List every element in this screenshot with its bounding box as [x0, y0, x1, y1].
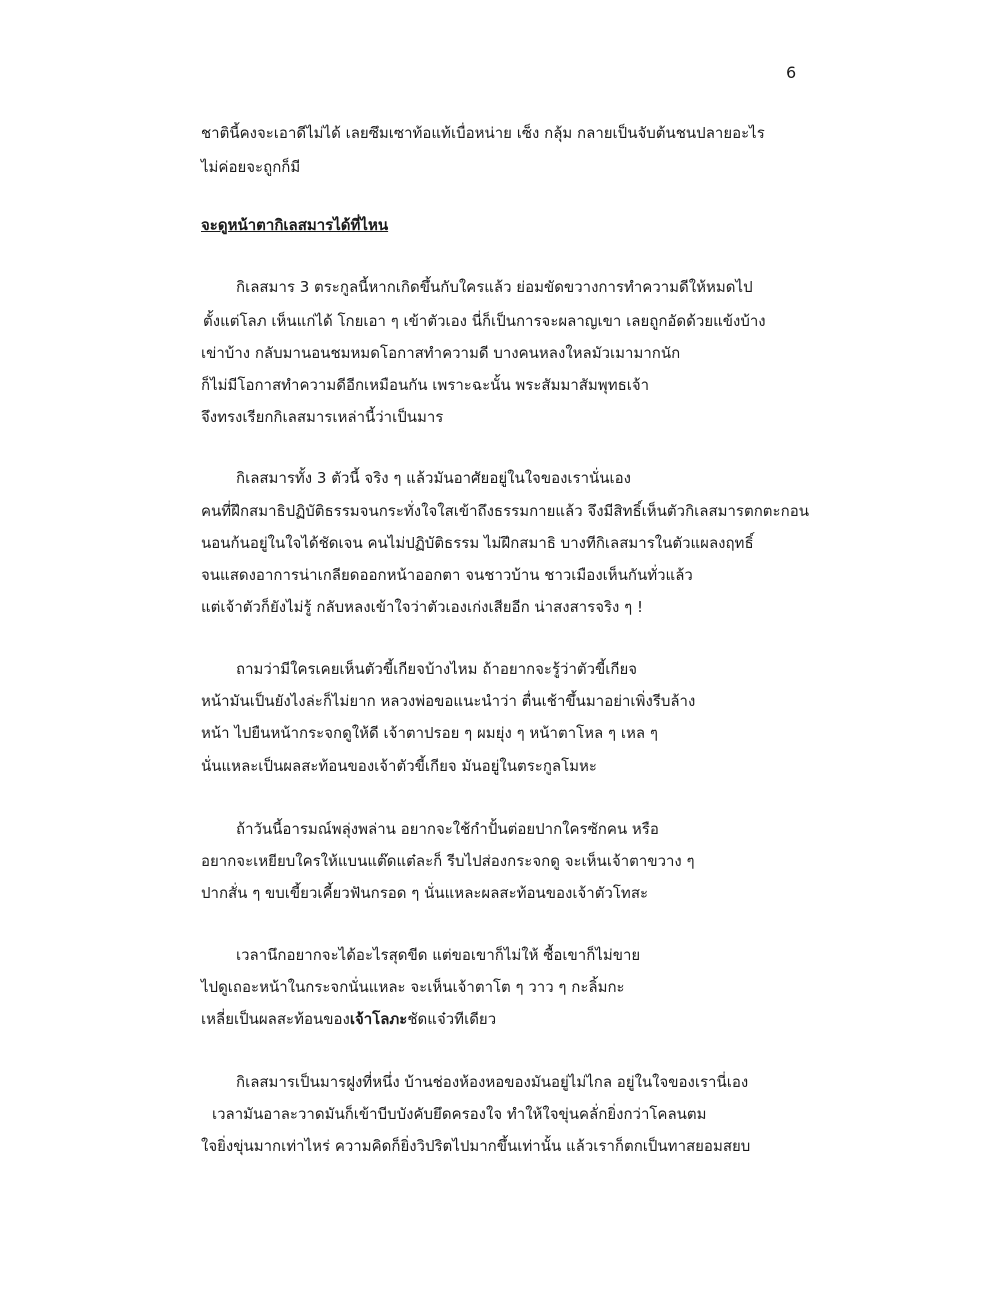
line-text: เหลี่ยเป็นผลสะท้อนของ	[201, 1010, 350, 1028]
paragraph-line: กิเลสมาร 3 ตระกูลนี้หากเกิดขึ้นกับใครแล้ว ย่อมขัดขวางการทำความดีให้หมดไป	[236, 278, 753, 296]
paragraph-line	[201, 1008, 496, 1030]
bold-term: เจ้าโลภะ	[349, 1010, 408, 1028]
intro-line: ชาตินี้คงจะเอาดีไม่ได้ เลยซึมเซาท้อแท้เบื่อหน่าย เซ็ง กลุ้ม กลายเป็นจับต้นชนปลายอะไร	[201, 124, 765, 142]
paragraph-line: เวลานึกอยากจะได้อะไรสุดขีด แต่ขอเขาก็ไม่ให้ ซื้อเขาก็ไม่ขาย	[236, 946, 641, 964]
paragraph-line: คนที่ฝึกสมาธิปฏิบัติธรรมจนกระทั่งใจใสเข้าถึงธรรมกายแล้ว จึงมีสิทธิ์เห็นตัวกิเลสมารตกตะกอน	[201, 502, 809, 520]
paragraph-line: จึงทรงเรียกกิเลสมารเหล่านี้ว่าเป็นมาร	[201, 408, 444, 426]
section-heading: จะดูหน้าตากิเลสมารได้ที่ไหน	[201, 216, 389, 234]
paragraph-line: นอนก้นอยู่ในใจได้ชัดเจน คนไม่ปฏิบัติธรรม ไม่ฝึกสมาธิ บางทีกิเลสมารในตัวแผลงฤทธิ์	[201, 534, 754, 552]
paragraph-line: ถามว่ามีใครเคยเห็นตัวขี้เกียจบ้างไหม ถ้าอยากจะรู้ว่าตัวขี้เกียจ	[236, 660, 638, 678]
paragraph-line: อยากจะเหยียบใครให้แบนแต๊ดแต๋ละก็ รีบไปส่องกระจกดู จะเห็นเจ้าตาขวาง ๆ	[201, 852, 695, 870]
paragraph-line: กิเลสมารเป็นมารฝูงที่หนึ่ง บ้านช่องห้องหอของมันอยู่ไม่ไกล อยู่ในใจของเรานี่เอง	[236, 1073, 749, 1091]
paragraph-line: ก็ไม่มีโอกาสทำความดีอีกเหมือนกัน เพราะฉะนั้น พระสัมมาสัมพุทธเจ้า	[201, 376, 650, 394]
paragraph-line: หน้ามันเป็นยังไงล่ะก็ไม่ยาก หลวงพ่อขอแนะนำว่า ตื่นเช้าขึ้นมาอย่าเพิ่งรีบล้าง	[201, 692, 696, 710]
paragraph-line: ไปดูเถอะหน้าในกระจกนั่นแหละ จะเห็นเจ้าตาโต ๆ วาว ๆ กะลิ้มกะ	[201, 978, 625, 996]
page-number: 6	[786, 63, 797, 82]
paragraph-line: ใจยิ่งขุ่นมากเท่าไหร่ ความคิดก็ยิ่งวิปริตไปมากขึ้นเท่านั้น แล้วเราก็ตกเป็นทาสยอมสยบ	[201, 1137, 751, 1155]
paragraph-line: ถ้าวันนี้อารมณ์พลุ่งพล่าน อยากจะใช้กำปั้นต่อยปากใครซักคน หรือ	[236, 820, 659, 838]
paragraph-line: จนแสดงอาการน่าเกลียดออกหน้าออกตา จนชาวบ้าน ชาวเมืองเห็นกันทั่วแล้ว	[201, 566, 693, 584]
paragraph-line: กิเลสมารทั้ง 3 ตัวนี้ จริง ๆ แล้วมันอาศัยอยู่ในใจของเรานั่นเอง	[236, 469, 631, 487]
paragraph-line: เวลามันอาละวาดมันก็เข้าบีบบังคับยึดครองใจ ทำให้ใจขุ่นคลั่กยิ่งกว่าโคลนตม	[212, 1105, 707, 1123]
paragraph-line: แต่เจ้าตัวก็ยังไม่รู้ กลับหลงเข้าใจว่าตัวเองเก่งเสียอีก น่าสงสารจริง ๆ !	[201, 598, 643, 616]
paragraph-line: เข่าบ้าง กลับมานอนชมหมดโอกาสทำความดี บางคนหลงใหลมัวเมามากนัก	[201, 344, 681, 362]
intro-line: ไม่ค่อยจะถูกก็มี	[201, 158, 301, 176]
line-text: ชัดแจ๋วทีเดียว	[407, 1010, 497, 1028]
paragraph-line: ตั้งแต่โลภ เห็นแก่ได้ โกยเอา ๆ เข้าตัวเอง นี่ก็เป็นการจะผลาญเขา เลยถูกอัดด้วยแข้งบ้าง	[203, 312, 766, 330]
paragraph-line: นั่นแหละเป็นผลสะท้อนของเจ้าตัวขี้เกียจ มันอยู่ในตระกูลโมหะ	[201, 757, 597, 775]
paragraph-line: หน้า ไปยืนหน้ากระจกดูให้ดี เจ้าตาปรอย ๆ ผมยุ่ง ๆ หน้าตาโหล ๆ เหล ๆ	[201, 724, 658, 742]
paragraph-line: ปากสั่น ๆ ขบเขี้ยวเคี้ยวฟันกรอด ๆ นั่นแหละผลสะท้อนของเจ้าตัวโทสะ	[201, 884, 649, 902]
